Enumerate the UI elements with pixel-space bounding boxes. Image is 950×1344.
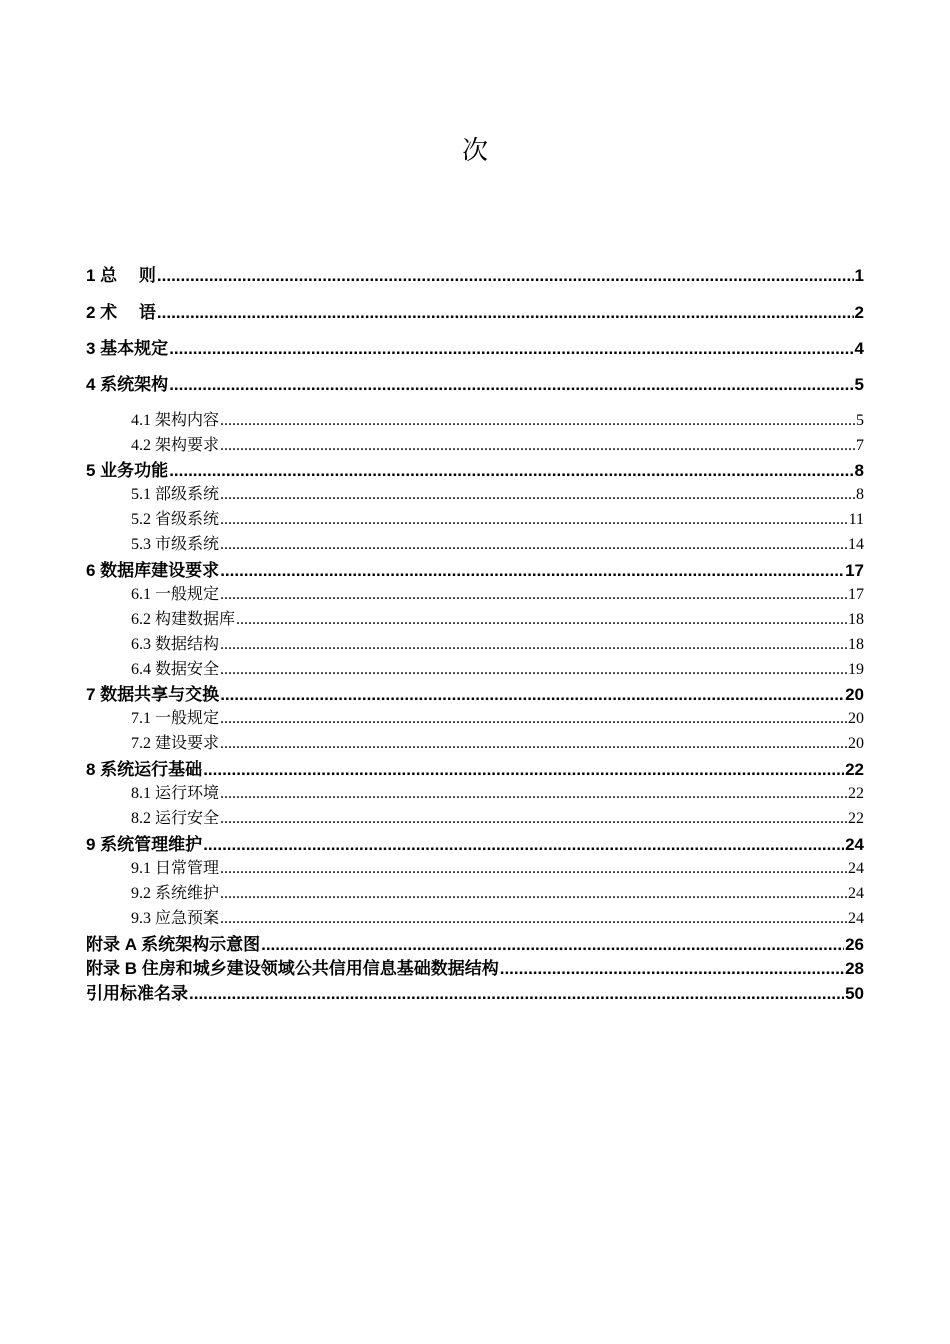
toc-dot-leader: [220, 436, 855, 456]
toc-page-number: 19: [848, 661, 864, 678]
toc-entry-label: 4 系统架构: [86, 375, 169, 394]
toc-entry-label: 4.1 架构内容: [131, 412, 220, 429]
toc-subentry[interactable]: [131, 909, 864, 929]
toc-page-number: 5: [856, 412, 864, 429]
toc-entry-label: 5.1 部级系统: [131, 486, 220, 503]
toc-entry-label: 6.2 构建数据库: [131, 611, 236, 628]
toc-subentry[interactable]: [131, 709, 864, 729]
toc-subentry[interactable]: [131, 635, 864, 655]
toc-entry[interactable]: [86, 338, 864, 360]
toc-entry-label: 8.2 运行安全: [131, 810, 220, 827]
toc-entry-label: 附录 A 系统架构示意图: [86, 935, 261, 954]
toc-entry-label: 2 术 语: [86, 303, 156, 322]
toc-page-number: 22: [848, 810, 864, 827]
toc-entry-label: 8.1 运行环境: [131, 785, 220, 802]
toc-entry-label: 引用标准名录: [86, 984, 188, 1003]
toc-dot-leader: [220, 535, 847, 555]
toc-page-number: 26: [845, 935, 864, 954]
toc-dot-leader: [220, 485, 855, 505]
page-title: 次: [461, 136, 488, 166]
toc-page-number: 8: [856, 486, 864, 503]
toc-entry-label: 8 系统运行基础: [86, 760, 203, 779]
toc-entry-label: 7 数据共享与交换: [86, 685, 220, 704]
toc-subentry[interactable]: [131, 809, 864, 829]
toc-entry-label: 6.1 一般规定: [131, 586, 220, 603]
toc-dot-leader: [169, 338, 853, 360]
toc-entry-label: 3 基本规定: [86, 339, 169, 358]
toc-dot-leader: [203, 834, 844, 856]
toc-subentry[interactable]: [131, 610, 864, 630]
toc-dot-leader: [157, 265, 854, 287]
toc-subentry[interactable]: [131, 585, 864, 605]
toc-entry-label: 7.1 一般规定: [131, 710, 220, 727]
toc-page-number: 20: [848, 735, 864, 752]
toc-entry-label: 9.1 日常管理: [131, 860, 220, 877]
toc-entry-label: 5.2 省级系统: [131, 511, 220, 528]
toc-dot-leader: [220, 510, 848, 530]
toc-page-number: 2: [854, 303, 864, 322]
toc-page-number: 11: [848, 511, 864, 528]
toc-dot-leader: [189, 983, 844, 1005]
toc-entry[interactable]: [86, 958, 864, 980]
toc-subentry[interactable]: [131, 535, 864, 555]
toc-dot-leader: [220, 585, 847, 605]
toc-page-number: 17: [848, 586, 864, 603]
toc-dot-leader: [203, 759, 844, 781]
toc-page-number: 24: [848, 860, 864, 877]
toc-entry-label: 5.3 市级系统: [131, 536, 220, 553]
toc-entry-label: 6.3 数据结构: [131, 636, 220, 653]
toc-page-number: 28: [845, 959, 864, 978]
toc-page-number: 20: [848, 710, 864, 727]
toc-page-number: 20: [845, 685, 864, 704]
toc-entry[interactable]: [86, 759, 864, 781]
toc-subentry[interactable]: [131, 411, 864, 431]
toc-subentry[interactable]: [131, 734, 864, 754]
toc-subentry[interactable]: [131, 436, 864, 456]
toc-subentry[interactable]: [131, 510, 864, 530]
toc-dot-leader: [220, 684, 844, 706]
toc-dot-leader: [261, 934, 844, 956]
toc-entry-label: 7.2 建设要求: [131, 735, 220, 752]
toc-entry[interactable]: [86, 302, 864, 324]
toc-dot-leader: [220, 884, 847, 904]
toc-page-number: 24: [845, 835, 864, 854]
toc-entry-label: 4.2 架构要求: [131, 437, 220, 454]
toc-entry-label: 1 总 则: [86, 266, 156, 285]
toc-entry-label: 9.2 系统维护: [131, 885, 220, 902]
toc-page-number: 18: [848, 611, 864, 628]
toc-page-number: 5: [854, 375, 864, 394]
toc-page-number: 24: [848, 910, 864, 927]
toc-entry[interactable]: [86, 834, 864, 856]
toc-entry[interactable]: [86, 374, 864, 396]
toc-entry[interactable]: [86, 265, 864, 287]
toc-dot-leader: [220, 660, 847, 680]
toc-dot-leader: [220, 784, 847, 804]
toc-entry-label: 6 数据库建设要求: [86, 561, 220, 580]
toc-entry-label: 9 系统管理维护: [86, 835, 203, 854]
toc-subentry[interactable]: [131, 784, 864, 804]
toc-page-number: 1: [854, 266, 864, 285]
toc-dot-leader: [220, 560, 844, 582]
toc-entry[interactable]: [86, 560, 864, 582]
toc-page-number: 4: [854, 339, 864, 358]
toc-page-number: 8: [854, 461, 864, 480]
toc-dot-leader: [157, 302, 854, 324]
toc-dot-leader: [236, 610, 847, 630]
toc-entry-label: 9.3 应急预案: [131, 910, 220, 927]
toc-entry-label: 6.4 数据安全: [131, 661, 220, 678]
toc-subentry[interactable]: [131, 485, 864, 505]
toc-entry[interactable]: [86, 684, 864, 706]
toc-dot-leader: [220, 709, 847, 729]
toc-page-number: 18: [848, 636, 864, 653]
toc-subentry[interactable]: [131, 660, 864, 680]
toc-dot-leader: [169, 460, 853, 482]
toc-dot-leader: [220, 909, 847, 929]
toc-subentry[interactable]: [131, 859, 864, 879]
toc-entry[interactable]: [86, 983, 864, 1005]
toc-entry[interactable]: [86, 460, 864, 482]
toc-page-number: 17: [845, 561, 864, 580]
toc-dot-leader: [220, 411, 855, 431]
toc-page-number: 50: [845, 984, 864, 1003]
toc-dot-leader: [220, 859, 847, 879]
toc-entry[interactable]: [86, 934, 864, 956]
toc-entry-label: 5 业务功能: [86, 461, 169, 480]
toc-page-number: 22: [845, 760, 864, 779]
toc-dot-leader: [220, 734, 847, 754]
toc-page-number: 7: [856, 437, 864, 454]
toc-subentry[interactable]: [131, 884, 864, 904]
toc-dot-leader: [500, 958, 844, 980]
toc-dot-leader: [220, 635, 847, 655]
toc-entry-label: 附录 B 住房和城乡建设领域公共信用信息基础数据结构: [86, 959, 499, 978]
toc-page-number: 22: [848, 785, 864, 802]
toc-page-number: 24: [848, 885, 864, 902]
toc-page-number: 14: [848, 536, 864, 553]
toc-dot-leader: [220, 809, 847, 829]
toc-dot-leader: [169, 374, 853, 396]
